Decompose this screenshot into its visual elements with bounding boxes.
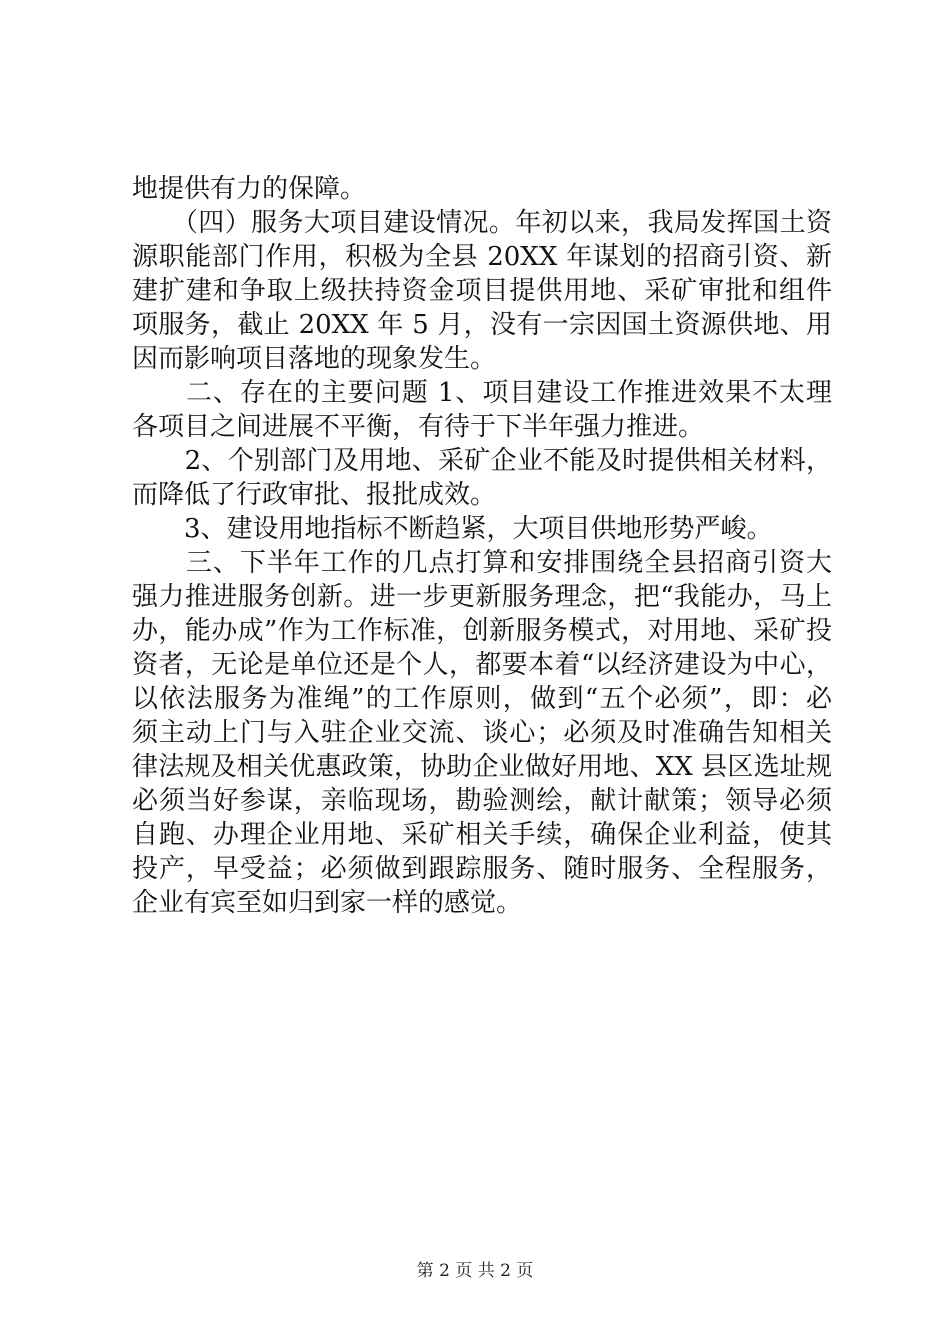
text-line: 三、下半年工作的几点打算和安排围绕全县招商引资大 [185, 548, 832, 578]
text-line: （四）服务大项目建设情况。年初以来，我局发挥国土资 [132, 208, 832, 238]
text-line: 自跑、办理企业用地、采矿相关手续，确保企业利益，使其 [132, 820, 832, 850]
text-line: 各项目之间进展不平衡，有待于下半年强力推进。 [132, 412, 705, 442]
text-line: 企业有宾至如归到家一样的感觉。 [132, 888, 523, 918]
page-footer: 第 2 页 共 2 页 [416, 1261, 534, 1281]
text-line: 2、个别部门及用地、采矿企业不能及时提供相关材料， [184, 446, 832, 476]
text-line: 资者，无论是单位还是个人，都要本着“以经济建设为中心， [132, 650, 832, 680]
text-line: 而降低了行政审批、报批成效。 [132, 480, 497, 510]
text-line: 建扩建和争取上级扶持资金项目提供用地、采矿审批和组件 [132, 276, 832, 306]
text-line: 须主动上门与入驻企业交流、谈心；必须及时准确告知相关 [132, 718, 832, 748]
text-line: 项服务，截止 20XX 年 5 月，没有一宗因国土资源供地、用 [132, 310, 832, 340]
text-line: 投产，早受益；必须做到跟踪服务、随时服务、全程服务， [132, 854, 832, 884]
body-text [132, 172, 832, 920]
text-line: 源职能部门作用，积极为全县 20XX 年谋划的招商引资、新 [132, 242, 832, 272]
text-line: 律法规及相关优惠政策，协助企业做好用地、XX 县区选址规 [132, 752, 832, 782]
text-line: 3、建设用地指标不断趋紧，大项目供地形势严峻。 [132, 514, 773, 544]
text-line: 因而影响项目落地的现象发生。 [132, 344, 497, 374]
text-line: 地提供有力的保障。 [132, 174, 367, 204]
text-line: 必须当好参谋，亲临现场，勘验测绘，献计献策；领导必须 [132, 786, 832, 816]
text-line: 强力推进服务创新。进一步更新服务理念，把“我能办，马上 [132, 582, 832, 612]
text-line: 办，能办成”作为工作标准，创新服务模式，对用地、采矿投 [132, 616, 832, 646]
text-line: 二、存在的主要问题 1、项目建设工作推进效果不太理 [185, 378, 832, 408]
text-line: 以依法服务为准绳”的工作原则，做到“五个必须”，即：必 [132, 684, 832, 714]
